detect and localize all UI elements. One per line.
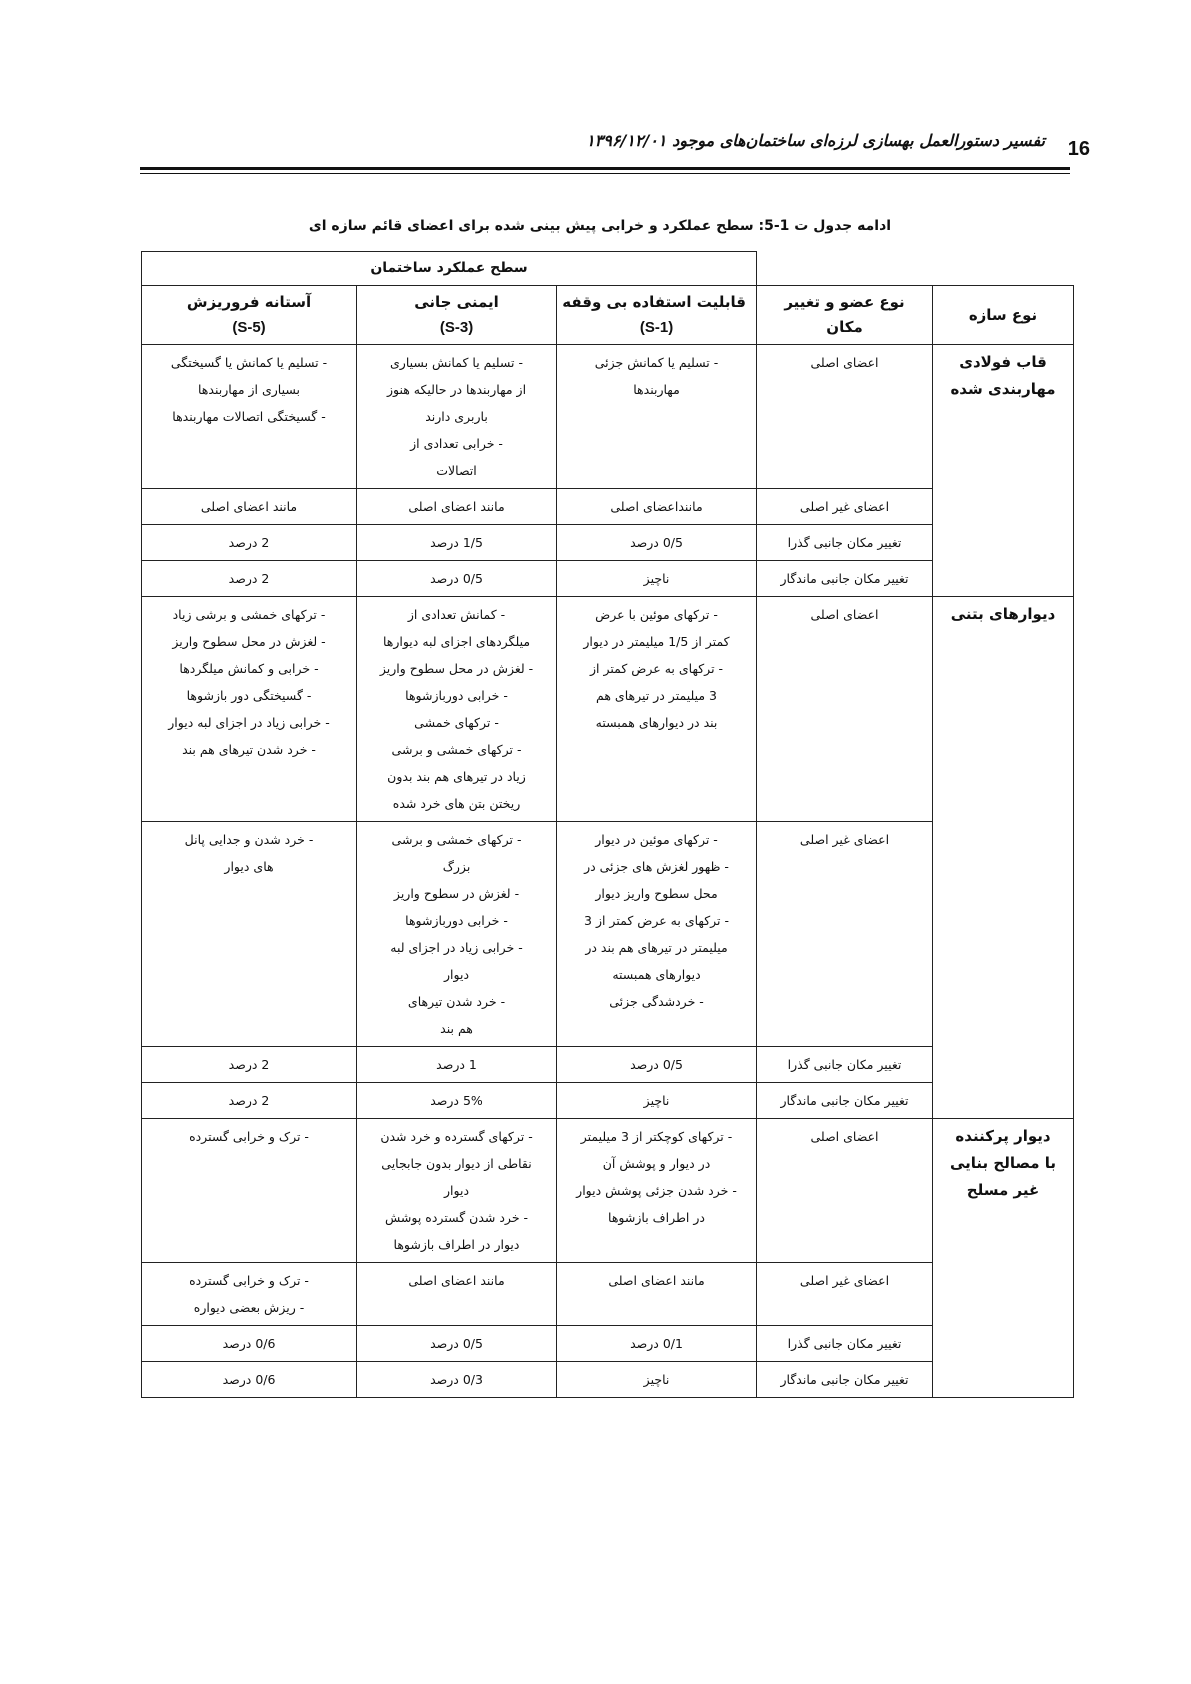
- structure-type-cell: [933, 525, 1074, 561]
- performance-s5-cell: - ترکهای خمشی و برشی زیاد - لغزش در محل سطوح واریز - خرابی و کمانش میلگردها - گسیختگی دور بازشوها - خرابی زیاد در اجزای لبه دیوار - خرد شدن تیرهای هم بند: [142, 597, 357, 822]
- table-row: [142, 1362, 1074, 1398]
- table-caption: ادامه جدول ت 1-5: سطح عملکرد و خرابی پیش بینی شده برای اعضای قائم سازه ای: [308, 218, 892, 234]
- performance-s5-cell: مانند اعضای اصلی: [142, 489, 357, 525]
- structure-type-cell: [933, 489, 1074, 525]
- performance-s5-cell: 0/6 درصد: [142, 1326, 357, 1362]
- performance-s1-cell: - ترکهای موئین با عرض کمتر از 1/5 میلیمتر در دیوار - ترکهای به عرض کمتر از 3 میلیمتر در تیرهای هم بند در دیوارهای همبسته: [557, 597, 757, 822]
- performance-s3-cell: 0/3 درصد: [357, 1362, 557, 1398]
- member-type-cell: اعضای اصلی: [757, 345, 933, 489]
- performance-s1-cell: - ترکهای کوچکتر از 3 میلیمتر در دیوار و پوشش آن - خرد شدن جزئی پوشش دیوار در اطراف بازشوها: [557, 1119, 757, 1263]
- performance-s5-cell: - ترک و خرابی گسترده: [142, 1119, 357, 1263]
- member-type-cell: تغییر مکان جانبی گذرا: [757, 1047, 933, 1083]
- performance-s3-cell: 1 درصد: [357, 1047, 557, 1083]
- performance-s1-cell: ناچیز: [557, 561, 757, 597]
- performance-s5-cell: 2 درصد: [142, 1083, 357, 1119]
- performance-s1-cell: مانند اعضای اصلی: [557, 1263, 757, 1326]
- header-rule-thick: [140, 167, 1070, 170]
- performance-table: [141, 251, 1074, 1398]
- performance-s5-cell: 2 درصد: [142, 525, 357, 561]
- member-type-cell: تغییر مکان جانبی گذرا: [757, 525, 933, 561]
- table-row: [142, 597, 1074, 822]
- member-type-cell: اعضای غیر اصلی: [757, 489, 933, 525]
- performance-s3-cell: - کمانش تعدادی از میلگردهای اجزای لبه دیوارها - لغزش در محل سطوح واریز - خرابی دوربازشوها - ترکهای خمشی - ترکهای خمشی و برشی زیاد در تیرهای هم بند بدون ریختن بتن های خرد شده: [357, 597, 557, 822]
- col-s5-header: آستانه فروریزش (S-5): [142, 286, 357, 345]
- page-number: 16: [1067, 138, 1090, 160]
- group-header: سطح عملکرد ساختمان: [142, 252, 757, 286]
- performance-s3-cell: - ترکهای گسترده و خرد شدن نقاطی از دیوار بدون جابجایی دیوار - خرد شدن گسترده پوشش دیوار در اطراف بازشوها: [357, 1119, 557, 1263]
- performance-s1-cell: ناچیز: [557, 1083, 757, 1119]
- performance-s1-cell: - تسلیم یا کمانش جزئی مهاربندها: [557, 345, 757, 489]
- performance-s5-cell: 0/6 درصد: [142, 1362, 357, 1398]
- table-row: [142, 1119, 1074, 1263]
- member-type-cell: تغییر مکان جانبی ماندگار: [757, 1083, 933, 1119]
- performance-s5-cell: - تسلیم یا کمانش یا گسیختگی بسیاری از مهاربندها - گسیختگی اتصالات مهاربندها: [142, 345, 357, 489]
- performance-s3-cell: مانند اعضای اصلی: [357, 489, 557, 525]
- table-row: [142, 345, 1074, 489]
- performance-s1-cell: ناچیز: [557, 1362, 757, 1398]
- performance-s5-cell: 2 درصد: [142, 561, 357, 597]
- performance-s3-cell: 1/5 درصد: [357, 525, 557, 561]
- page-header: [140, 128, 1090, 168]
- structure-type-cell: دیوارهای بتنی: [933, 597, 1074, 822]
- performance-s3-cell: مانند اعضای اصلی: [357, 1263, 557, 1326]
- member-type-cell: تغییر مکان جانبی گذرا: [757, 1326, 933, 1362]
- member-type-cell: اعضای اصلی: [757, 1119, 933, 1263]
- structure-type-cell: [933, 1326, 1074, 1362]
- member-type-cell: تغییر مکان جانبی ماندگار: [757, 1362, 933, 1398]
- col-s1-header: قابلیت استفاده بی وقفه (S-1): [557, 286, 757, 345]
- member-type-cell: اعضای غیر اصلی: [757, 1263, 933, 1326]
- structure-type-cell: قاب فولادی مهاربندی شده: [933, 345, 1074, 489]
- performance-s1-cell: - ترکهای موئین در دیوار - ظهور لغزش های جزئی در محل سطوح واریز دیوار - ترکهای به عرض کمتر از 3 میلیمتر در تیرهای هم بند در دیوارهای همبسته - خردشدگی جزئی: [557, 822, 757, 1047]
- table-row: [142, 525, 1074, 561]
- col-structure-header: نوع سازه: [933, 286, 1074, 345]
- member-type-cell: اعضای غیر اصلی: [757, 822, 933, 1047]
- structure-type-cell: دیوار پرکننده با مصالح بنایی غیر مسلح: [933, 1119, 1074, 1263]
- performance-s3-cell: 0/5 درصد: [357, 1326, 557, 1362]
- running-title: تفسیر دستورالعمل بهسازی لرزه‌ای ساختمان‌های موجود ۱۳۹۶/۱۲/۰۱: [586, 131, 1045, 150]
- structure-type-cell: [933, 822, 1074, 1047]
- col-member-header: نوع عضو و تغییر مکان: [757, 286, 933, 345]
- performance-s5-cell: - ترک و خرابی گسترده - ریزش بعضی دیواره: [142, 1263, 357, 1326]
- structure-type-cell: [933, 1263, 1074, 1326]
- performance-s1-cell: 0/5 درصد: [557, 1047, 757, 1083]
- structure-type-cell: [933, 1047, 1074, 1083]
- table-row: [142, 1047, 1074, 1083]
- table-row: [142, 822, 1074, 1047]
- performance-s1-cell: 0/5 درصد: [557, 525, 757, 561]
- table-row: [142, 489, 1074, 525]
- performance-s1-cell: ماننداعضای اصلی: [557, 489, 757, 525]
- performance-s3-cell: 0/5 درصد: [357, 561, 557, 597]
- structure-type-cell: [933, 561, 1074, 597]
- table-row: [142, 1263, 1074, 1326]
- table-header-row: [142, 286, 1074, 345]
- member-type-cell: تغییر مکان جانبی ماندگار: [757, 561, 933, 597]
- table-row: [142, 1326, 1074, 1362]
- table-group-header-row: [142, 252, 1074, 286]
- table-body: [142, 345, 1074, 1398]
- member-type-cell: اعضای اصلی: [757, 597, 933, 822]
- performance-s1-cell: 0/1 درصد: [557, 1326, 757, 1362]
- header-rule-thin: [140, 173, 1070, 174]
- performance-s5-cell: - خرد شدن و جدایی پانل های دیوار: [142, 822, 357, 1047]
- col-s3-header: ایمنی جانی (S-3): [357, 286, 557, 345]
- table-row: [142, 1083, 1074, 1119]
- structure-type-cell: [933, 1362, 1074, 1398]
- performance-s5-cell: 2 درصد: [142, 1047, 357, 1083]
- table-row: [142, 561, 1074, 597]
- performance-s3-cell: 5% درصد: [357, 1083, 557, 1119]
- performance-s3-cell: - تسلیم یا کمانش بسیاری از مهاربندها در حالیکه هنوز باربری دارند - خرابی تعدادی از اتصالات: [357, 345, 557, 489]
- structure-type-cell: [933, 1083, 1074, 1119]
- performance-s3-cell: - ترکهای خمشی و برشی بزرگ - لغزش در سطوح واریز - خرابی دوربازشوها - خرابی زیاد در اجزای لبه دیوار - خرد شدن تیرهای هم بند: [357, 822, 557, 1047]
